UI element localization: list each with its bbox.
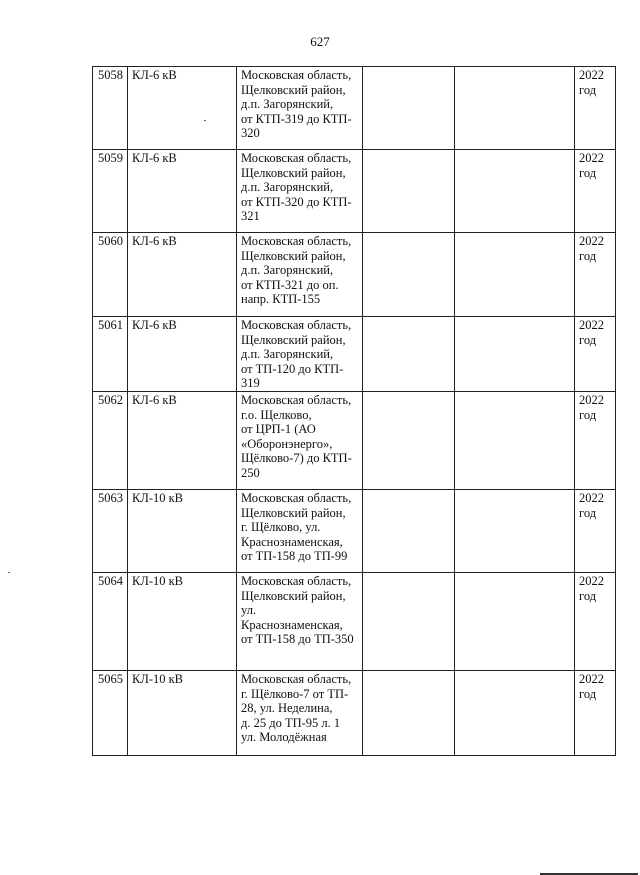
table-row: [93, 233, 616, 317]
empty-cell: [455, 67, 575, 150]
empty-cell: [455, 489, 575, 572]
table-row: [93, 572, 616, 670]
row-number: 5059: [93, 150, 128, 233]
empty-cell: [363, 67, 455, 150]
line-address: Московская область, г. Щёлково-7 от ТП- 28, ул. Неделина, д. 25 до ТП-95 л. 1 ул. Молодёжная: [237, 670, 363, 755]
page-number: 627: [310, 34, 330, 49]
line-type: КЛ-6 кВ: [128, 317, 237, 392]
scan-speck: [8, 572, 10, 573]
empty-cell: [455, 572, 575, 670]
row-number: 5061: [93, 317, 128, 392]
commissioning-year: 2022 год: [575, 572, 616, 670]
line-type: КЛ-6 кВ: [128, 233, 237, 317]
row-number: 5060: [93, 233, 128, 317]
row-number: 5064: [93, 572, 128, 670]
empty-cell: [363, 489, 455, 572]
line-type: КЛ-10 кВ: [128, 670, 237, 755]
commissioning-year: 2022 год: [575, 317, 616, 392]
empty-cell: [363, 233, 455, 317]
line-address: Московская область, Щелковский район, д.п. Загорянский, от ТП-120 до КТП- 319: [237, 317, 363, 392]
row-number: 5062: [93, 391, 128, 489]
row-number: 5058: [93, 67, 128, 150]
empty-cell: [363, 670, 455, 755]
table-row: [93, 391, 616, 489]
line-type: КЛ-6 кВ: [128, 67, 237, 150]
line-address: Московская область, Щелковский район, д.п. Загорянский, от КТП-320 до КТП- 321: [237, 150, 363, 233]
table-row: [93, 670, 616, 755]
scan-speck: [204, 120, 206, 121]
table-row: [93, 67, 616, 150]
row-number: 5065: [93, 670, 128, 755]
commissioning-year: 2022 год: [575, 670, 616, 755]
commissioning-year: 2022 год: [575, 391, 616, 489]
commissioning-year: 2022 год: [575, 233, 616, 317]
line-address: Московская область, Щелковский район, ул. Краснознаменская, от ТП-158 до ТП-350: [237, 572, 363, 670]
line-address: Московская область, Щелковский район, д.п. Загорянский, от КТП-319 до КТП- 320: [237, 67, 363, 150]
empty-cell: [363, 317, 455, 392]
commissioning-year: 2022 год: [575, 150, 616, 233]
table-row: [93, 489, 616, 572]
line-type: КЛ-10 кВ: [128, 572, 237, 670]
register-table: [92, 66, 616, 756]
empty-cell: [455, 670, 575, 755]
commissioning-year: 2022 год: [575, 67, 616, 150]
empty-cell: [455, 233, 575, 317]
empty-cell: [363, 150, 455, 233]
table-row: [93, 317, 616, 392]
line-type: КЛ-6 кВ: [128, 391, 237, 489]
empty-cell: [455, 391, 575, 489]
empty-cell: [455, 150, 575, 233]
empty-cell: [455, 317, 575, 392]
empty-cell: [363, 391, 455, 489]
line-address: Московская область, г.о. Щелково, от ЦРП-1 (АО «Оборонэнерго», Щёлково-7) до КТП- 250: [237, 391, 363, 489]
line-type: КЛ-6 кВ: [128, 150, 237, 233]
line-type: КЛ-10 кВ: [128, 489, 237, 572]
commissioning-year: 2022 год: [575, 489, 616, 572]
row-number: 5063: [93, 489, 128, 572]
line-address: Московская область, Щелковский район, г. Щёлково, ул. Краснознаменская, от ТП-158 до ТП-99: [237, 489, 363, 572]
empty-cell: [363, 572, 455, 670]
line-address: Московская область, Щелковский район, д.п. Загорянский, от КТП-321 до оп. напр. КТП-155: [237, 233, 363, 317]
table-row: [93, 150, 616, 233]
